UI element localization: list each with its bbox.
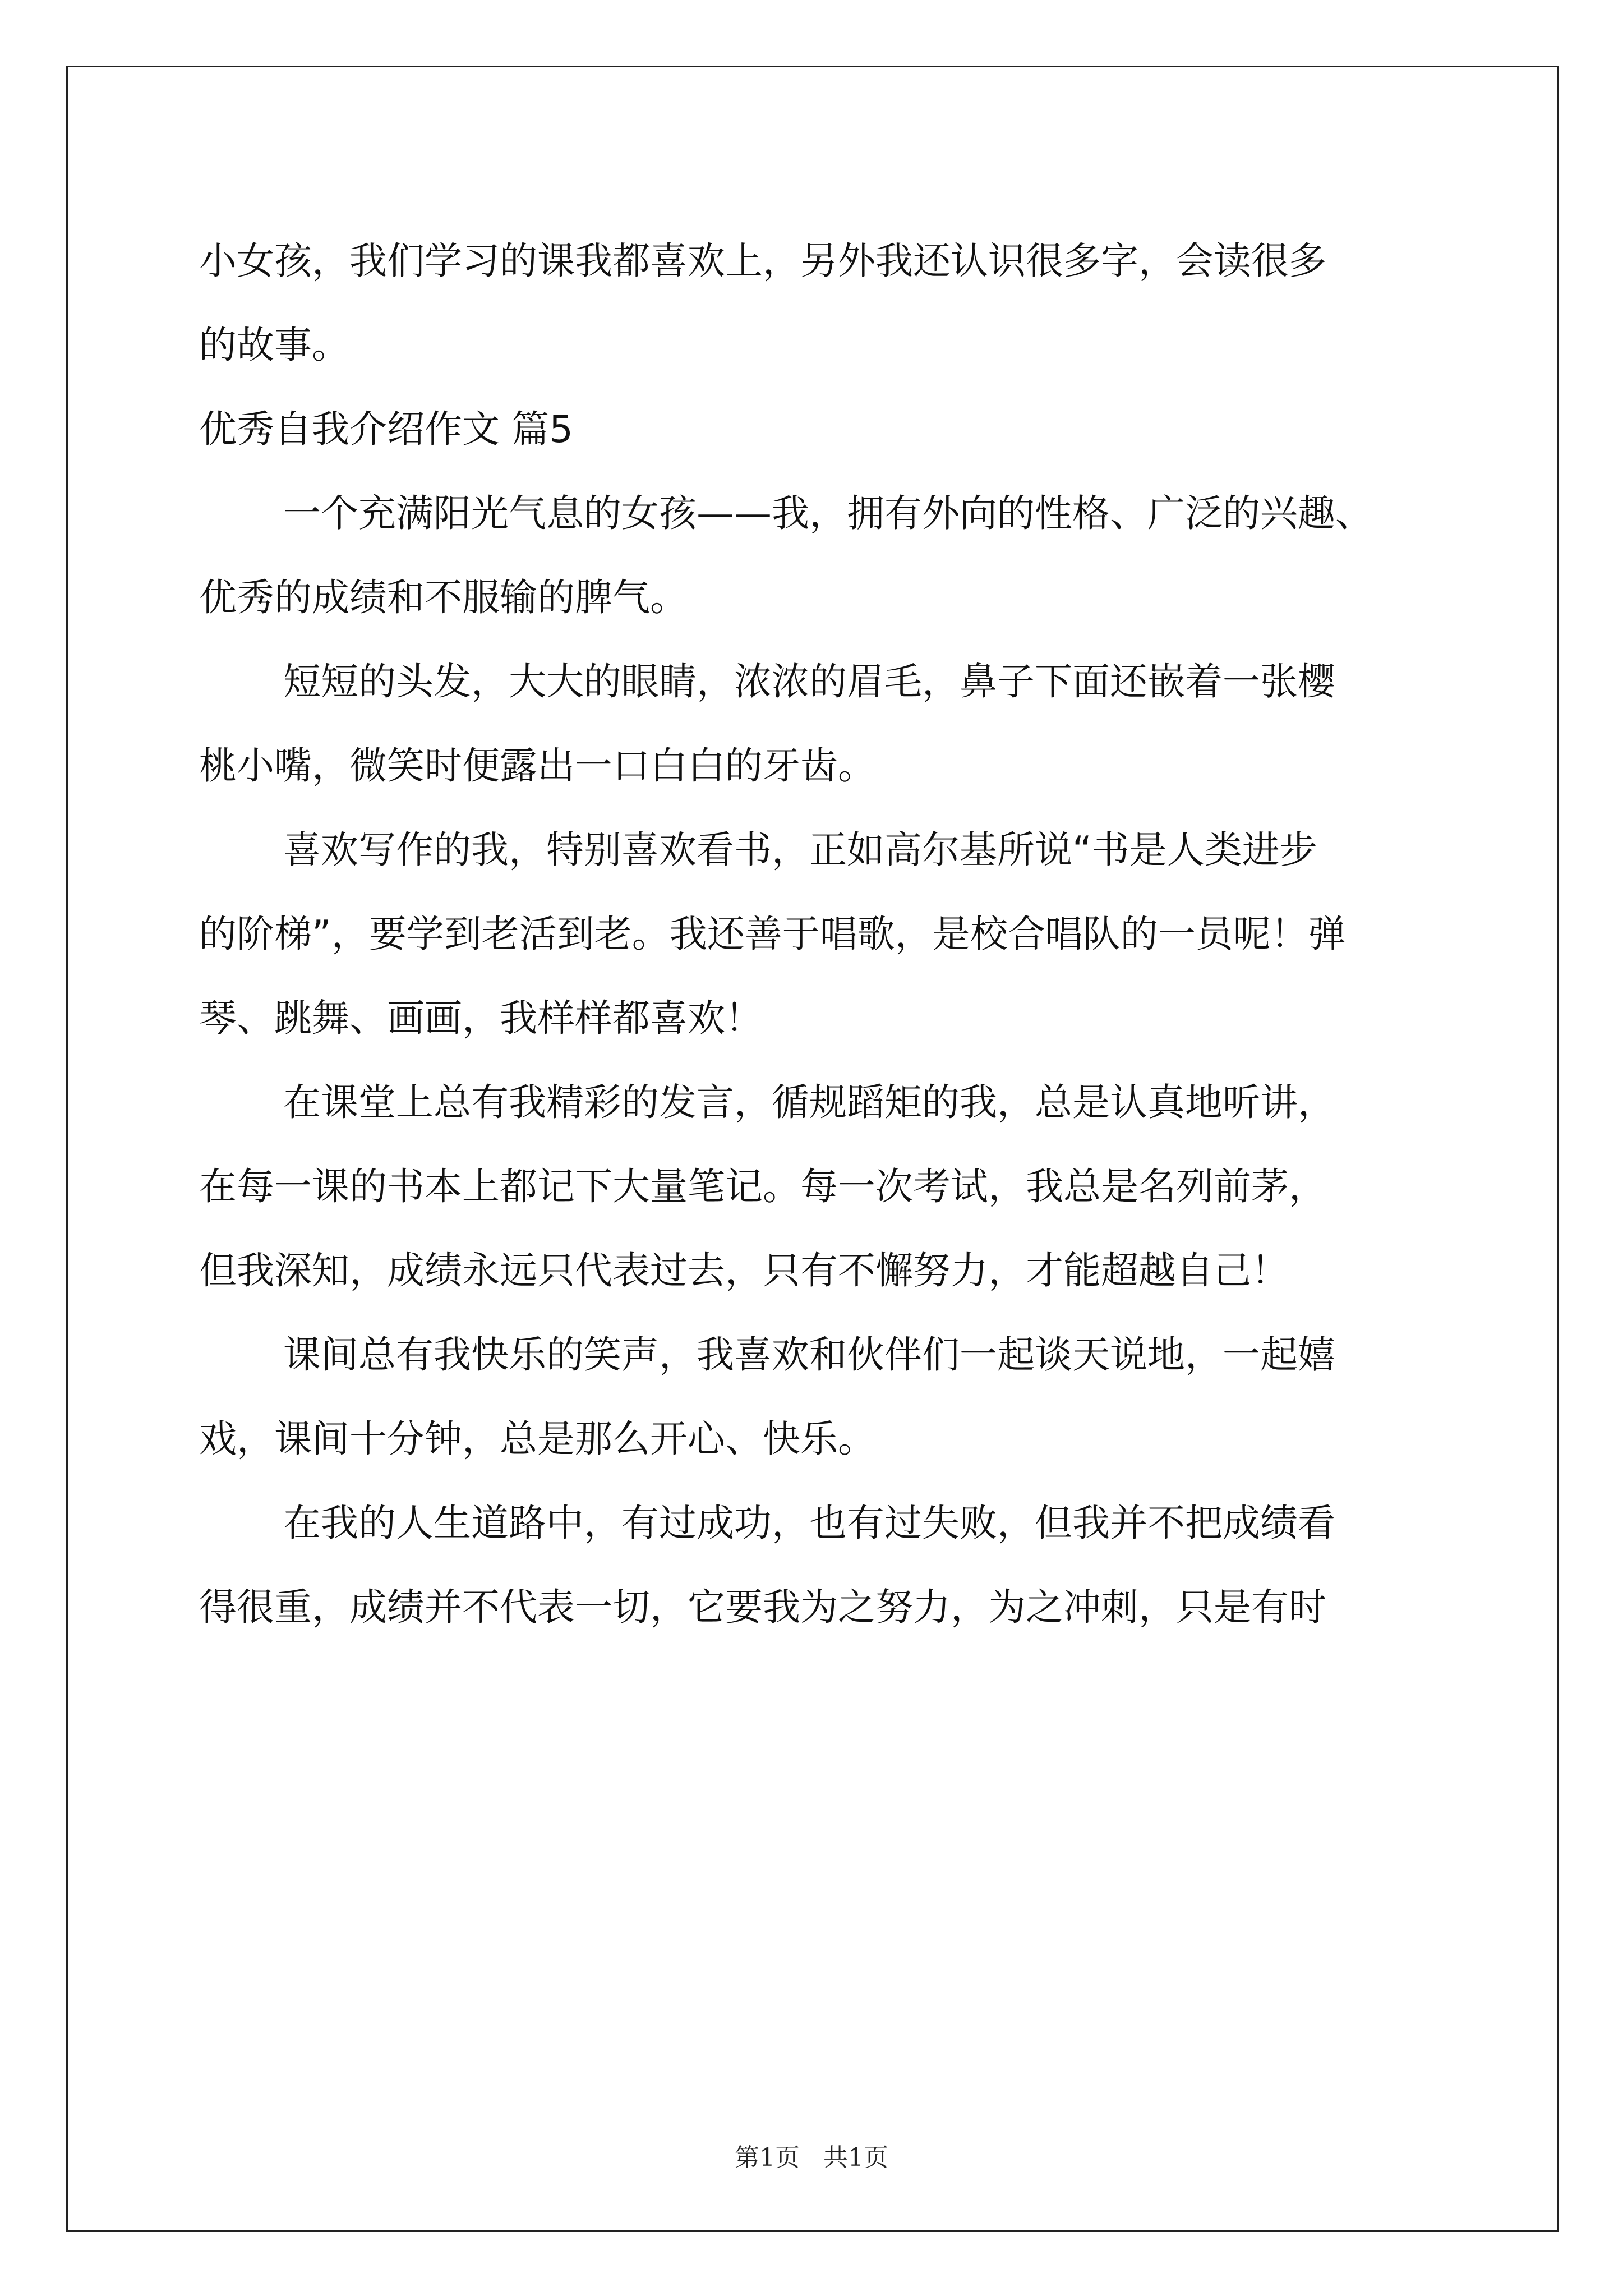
text-line: 戏，课间十分钟，总是那么开心、快乐。 bbox=[199, 1417, 875, 1461]
text-line: 但我深知，成绩永远只代表过去，只有不懈努力，才能超越自己！ bbox=[199, 1249, 1289, 1292]
text-line: 的故事。 bbox=[199, 323, 349, 367]
text-line: 的阶梯”，要学到老活到老。我还善于唱歌，是校合唱队的一员呢！弹 bbox=[199, 912, 1346, 956]
page-footer: 第1页 共1页 bbox=[735, 2143, 888, 2172]
document-body bbox=[199, 219, 1483, 1649]
text-line: 琴、跳舞、画画，我样样都喜欢！ bbox=[199, 996, 763, 1040]
text-line: 一个充满阳光气息的女孩——我，拥有外向的性格、广泛的兴趣、 bbox=[283, 491, 1373, 535]
text-line: 得很重，成绩并不代表一切，它要我为之努力，为之冲刺，只是有时 bbox=[199, 1585, 1326, 1629]
text-line: 短短的头发，大大的眼睛，浓浓的眉毛，鼻子下面还嵌着一张樱 bbox=[283, 660, 1335, 703]
section-heading: 优秀自我介绍作文 篇5 bbox=[199, 407, 573, 451]
text-line: 在课堂上总有我精彩的发言，循规蹈矩的我，总是认真地听讲， bbox=[283, 1080, 1335, 1124]
text-line: 优秀的成绩和不服输的脾气。 bbox=[199, 576, 688, 619]
text-line: 桃小嘴，微笑时便露出一口白白的牙齿。 bbox=[199, 744, 875, 788]
text-line: 喜欢写作的我，特别喜欢看书，正如高尔基所说“书是人类进步 bbox=[283, 828, 1317, 872]
text-line: 小女孩，我们学习的课我都喜欢上，另外我还认识很多字，会读很多 bbox=[199, 239, 1326, 283]
text-line: 在我的人生道路中，有过成功，也有过失败，但我并不把成绩看 bbox=[283, 1501, 1335, 1545]
text-line: 课间总有我快乐的笑声，我喜欢和伙伴们一起谈天说地，一起嬉 bbox=[283, 1333, 1335, 1377]
text-line: 在每一课的书本上都记下大量笔记。每一次考试，我总是名列前茅， bbox=[199, 1165, 1326, 1208]
